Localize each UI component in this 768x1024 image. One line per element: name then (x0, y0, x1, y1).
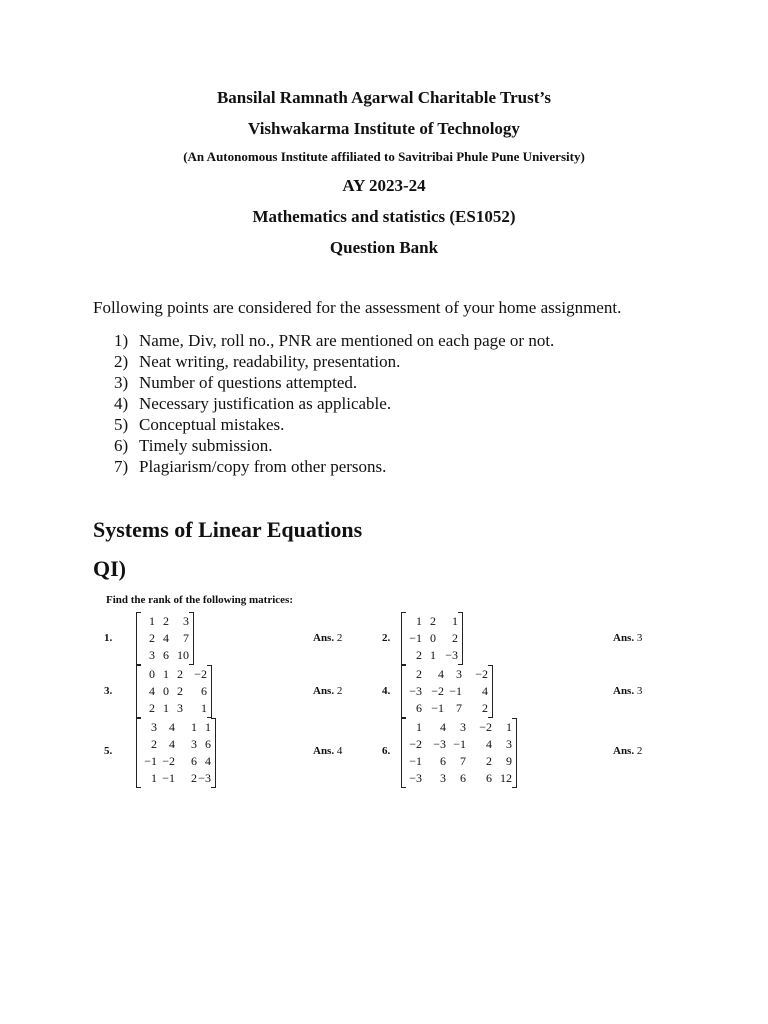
matrix-row (141, 770, 211, 787)
matrix-cell: −2 (431, 684, 444, 698)
matrix-cell: 0 (430, 631, 436, 645)
matrix-cell: 3 (460, 720, 466, 734)
matrix-row (406, 700, 488, 717)
matrix-row (141, 753, 211, 770)
answer-problem-6 (613, 745, 642, 757)
answer-value: 4 (336, 745, 343, 757)
answer-label: Ans. (613, 632, 635, 644)
matrix-cell: 10 (177, 648, 189, 662)
matrix-cell: 3 (149, 648, 155, 662)
list-item-number: 3) (114, 373, 129, 392)
matrix-row (141, 647, 189, 664)
matrix-cell: 6 (163, 648, 169, 662)
list-item-number: 6) (114, 436, 129, 455)
matrix-cell: 2 (191, 771, 197, 785)
matrix-table (141, 719, 211, 787)
matrix-cell: 3 (440, 771, 446, 785)
answer-label: Ans. (613, 685, 635, 697)
matrix-cell: 2 (416, 667, 422, 681)
matrix-cell: 2 (416, 648, 422, 662)
matrix-cell: −1 (449, 684, 462, 698)
matrix-cell: −1 (409, 631, 422, 645)
list-item (114, 456, 554, 477)
matrix-cell: −2 (479, 720, 492, 734)
matrix-cell: 2 (452, 631, 458, 645)
question-instruction: Find the rank of the following matrices: (106, 594, 293, 606)
list-item (114, 435, 554, 456)
problem-number: 4. (382, 685, 391, 697)
matrix-row (406, 770, 512, 787)
answer-problem-5 (313, 745, 342, 757)
problem-number: 3. (104, 685, 113, 697)
matrix-bracket (401, 612, 463, 665)
matrix-cell: −2 (194, 667, 207, 681)
matrix-cell: 4 (163, 631, 169, 645)
problem-number: 5. (104, 745, 113, 757)
list-item (114, 414, 554, 435)
matrix-cell: 6 (416, 701, 422, 715)
matrix-cell: 12 (500, 771, 512, 785)
matrix-cell: −3 (445, 648, 458, 662)
matrix-cell: 6 (460, 771, 466, 785)
institute-name: Vishwakarma Institute of Technology (248, 119, 520, 138)
answer-value: 3 (636, 685, 643, 697)
assessment-intro: Following points are considered for the assessment of your home assignment. (93, 298, 622, 317)
document-title: Question Bank (329, 238, 439, 257)
list-item-text: Number of questions attempted. (139, 373, 358, 392)
list-item (114, 351, 554, 372)
matrix-bracket (136, 612, 194, 665)
matrix-table (141, 613, 189, 664)
matrix-problem-3 (136, 665, 212, 718)
matrix-cell: 4 (486, 737, 492, 751)
matrix-cell: 2 (177, 667, 183, 681)
answer-value: 2 (336, 632, 343, 644)
list-item (114, 393, 554, 414)
question-id: QI) (93, 556, 126, 581)
matrix-bracket (136, 665, 212, 718)
matrix-cell: 3 (177, 701, 183, 715)
section-title: Systems of Linear Equations (93, 517, 363, 542)
matrix-cell: 4 (438, 667, 444, 681)
matrix-row (406, 630, 458, 647)
matrix-cell: 2 (482, 701, 488, 715)
assessment-points-list (114, 330, 554, 477)
autonomous-note: (An Autonomous Institute affiliated to Savitribai Phule Pune University) (183, 149, 585, 164)
matrix-bracket (401, 718, 517, 788)
matrix-problem-6 (401, 718, 517, 788)
matrix-row (141, 683, 207, 700)
matrix-cell: −3 (409, 771, 422, 785)
matrix-cell: 0 (149, 667, 155, 681)
matrix-cell: 6 (486, 771, 492, 785)
matrix-cell: −2 (162, 754, 175, 768)
matrix-cell: 2 (486, 754, 492, 768)
matrix-table (406, 613, 458, 664)
matrix-row (406, 683, 488, 700)
matrix-cell: 2 (151, 737, 157, 751)
matrix-cell: 1 (201, 701, 207, 715)
matrix-cell: 1 (506, 720, 512, 734)
answer-problem-3 (313, 685, 342, 697)
matrix-cell: 1 (163, 701, 169, 715)
answer-problem-1 (313, 632, 342, 644)
matrix-bracket (136, 718, 216, 788)
answer-label: Ans. (613, 745, 635, 757)
list-item-number: 2) (114, 352, 129, 371)
answer-problem-4 (613, 685, 642, 697)
matrix-cell: 1 (163, 667, 169, 681)
problem-number: 6. (382, 745, 391, 757)
list-item-text: Name, Div, roll no., PNR are mentioned on each page or not. (139, 331, 555, 350)
problem-number: 1. (104, 632, 113, 644)
matrix-cell: −1 (144, 754, 157, 768)
list-item-text: Necessary justification as applicable. (139, 394, 392, 413)
matrix-problem-5 (136, 718, 216, 788)
answer-label: Ans. (313, 685, 335, 697)
matrix-row (141, 736, 211, 753)
matrix-row (406, 753, 512, 770)
matrix-row (141, 719, 211, 736)
matrix-cell: −2 (409, 737, 422, 751)
matrix-cell: 6 (191, 754, 197, 768)
matrix-cell: 1 (205, 720, 211, 734)
matrix-cell: 4 (169, 737, 175, 751)
matrix-problem-4 (401, 665, 493, 718)
matrix-cell: 7 (456, 701, 462, 715)
matrix-cell: 6 (440, 754, 446, 768)
matrix-table (406, 666, 488, 717)
matrix-row (406, 613, 458, 630)
academic-year: AY 2023-24 (342, 176, 426, 195)
matrix-table (406, 719, 512, 787)
matrix-cell: 1 (151, 771, 157, 785)
matrix-cell: 6 (205, 737, 211, 751)
answer-value: 3 (636, 632, 643, 644)
matrix-row (406, 736, 512, 753)
answer-label: Ans. (313, 632, 335, 644)
matrix-cell: 3 (191, 737, 197, 751)
matrix-cell: 3 (151, 720, 157, 734)
matrix-row (141, 700, 207, 717)
list-item-number: 4) (114, 394, 129, 413)
list-item-number: 5) (114, 415, 129, 434)
matrix-cell: 1 (191, 720, 197, 734)
matrix-cell: 7 (183, 631, 189, 645)
matrix-row (406, 719, 512, 736)
list-item-text: Neat writing, readability, presentation. (139, 352, 401, 371)
list-item-text: Plagiarism/copy from other persons. (139, 457, 387, 476)
matrix-cell: −1 (453, 737, 466, 751)
matrix-cell: −1 (431, 701, 444, 715)
matrix-cell: 1 (430, 648, 436, 662)
matrix-cell: −1 (409, 754, 422, 768)
matrix-cell: 1 (416, 720, 422, 734)
matrix-cell: −3 (409, 684, 422, 698)
matrix-cell: 1 (452, 614, 458, 628)
matrix-cell: 6 (201, 684, 207, 698)
problem-number: 2. (382, 632, 391, 644)
list-item-text: Timely submission. (139, 436, 273, 455)
matrix-cell: 2 (177, 684, 183, 698)
matrix-table (141, 666, 207, 717)
course-title: Mathematics and statistics (ES1052) (252, 207, 516, 226)
list-item-text: Conceptual mistakes. (139, 415, 285, 434)
matrix-cell: −3 (198, 771, 211, 785)
matrix-problem-1 (136, 612, 194, 665)
matrix-cell: 4 (205, 754, 211, 768)
matrix-cell: 2 (163, 614, 169, 628)
matrix-row (141, 613, 189, 630)
matrix-cell: 1 (149, 614, 155, 628)
answer-value: 2 (336, 685, 343, 697)
matrix-bracket (401, 665, 493, 718)
matrix-cell: 3 (183, 614, 189, 628)
trust-name: Bansilal Ramnath Agarwal Charitable Trust’s (216, 88, 552, 107)
list-item (114, 372, 554, 393)
matrix-cell: 2 (149, 631, 155, 645)
matrix-cell: 2 (149, 701, 155, 715)
list-item-number: 1) (114, 331, 129, 350)
answer-problem-2 (613, 632, 642, 644)
matrix-cell: −2 (475, 667, 488, 681)
matrix-cell: 3 (506, 737, 512, 751)
matrix-cell: 3 (456, 667, 462, 681)
matrix-problem-2 (401, 612, 463, 665)
matrix-cell: 4 (169, 720, 175, 734)
list-item-number: 7) (114, 457, 129, 476)
matrix-cell: 4 (440, 720, 446, 734)
list-item (114, 330, 554, 351)
matrix-cell: 0 (163, 684, 169, 698)
matrix-cell: −3 (433, 737, 446, 751)
matrix-cell: 7 (460, 754, 466, 768)
matrix-row (141, 666, 207, 683)
answer-value: 2 (636, 745, 643, 757)
matrix-cell: 9 (506, 754, 512, 768)
matrix-row (406, 647, 458, 664)
matrix-cell: 4 (482, 684, 488, 698)
answer-label: Ans. (313, 745, 335, 757)
matrix-cell: 1 (416, 614, 422, 628)
matrix-cell: −1 (162, 771, 175, 785)
matrix-cell: 2 (430, 614, 436, 628)
matrix-row (141, 630, 189, 647)
matrix-row (406, 666, 488, 683)
matrix-cell: 4 (149, 684, 155, 698)
